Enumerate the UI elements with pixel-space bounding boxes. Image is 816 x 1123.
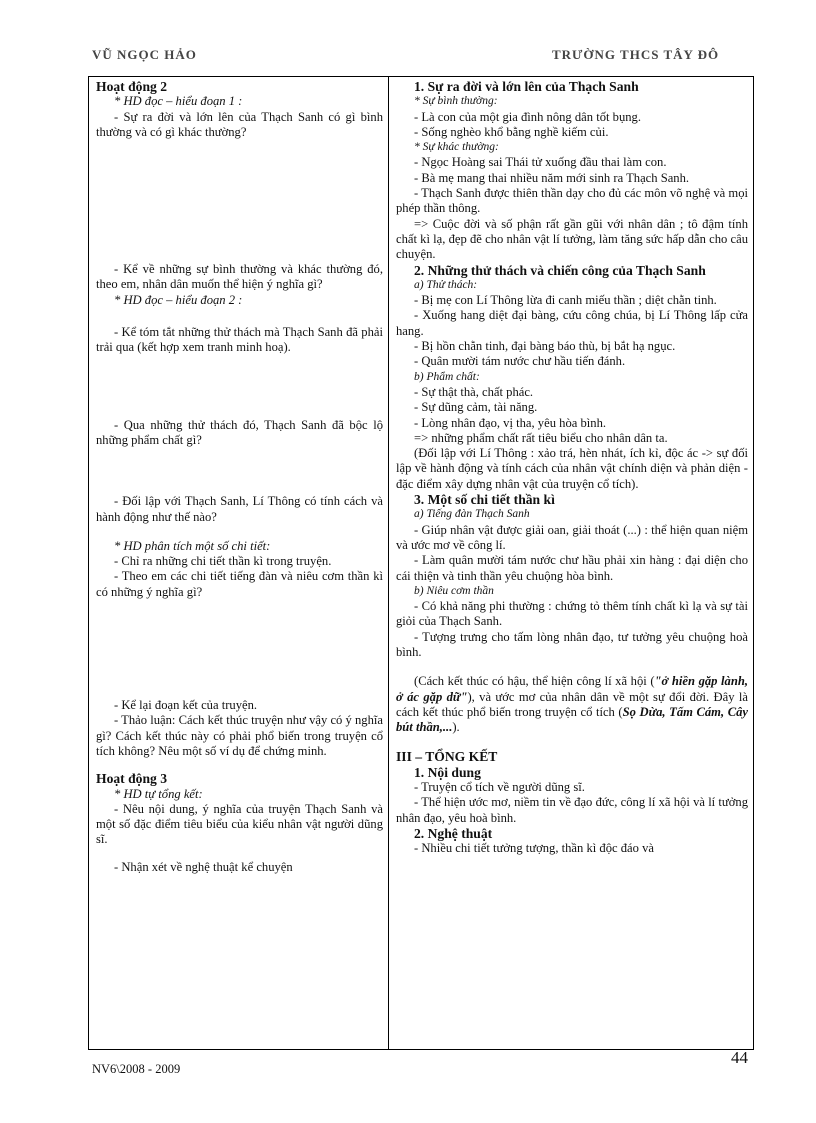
section-2-heading: 2. Những thử thách và chiến công của Thạch Sanh — [414, 262, 706, 278]
summary-art-heading: 2. Nghệ thuật — [414, 825, 493, 841]
activity-3-title: Hoạt động 3 — [96, 771, 168, 787]
question-li-thong: - Đối lập với Thạch Sanh, Lí Thông có tính cách và hành động như thế nào? — [96, 494, 383, 524]
content-line: - Sự thật thà, chất phác. — [414, 384, 534, 399]
content-line: - Xuống hang diệt đại bàng, cứu công chúa, bị Lí Thông lấp cửa hang. — [396, 308, 748, 338]
ending-paragraph — [396, 674, 748, 735]
section-3-lute: a) Tiếng đàn Thạch Sanh — [414, 508, 530, 521]
guide-read-2: * HD đọc – hiểu đoạn 2 : — [114, 292, 243, 307]
summary-content-heading: 1. Nội dung — [414, 764, 481, 780]
section-1-heading: 1. Sự ra đời và lớn lên của Thạch Sanh — [414, 79, 639, 94]
activity-2-title: Hoạt động 2 — [96, 79, 168, 94]
content-line: - Thạch Sanh được thiên thần dạy cho đủ các môn võ nghệ và mọi phép thần thông. — [396, 186, 748, 216]
page-number: 44 — [731, 1048, 748, 1067]
lesson-table — [88, 76, 754, 1050]
content-line: - Bị mẹ con Lí Thông lừa đi canh miếu thần ; diệt chằn tinh. — [414, 293, 717, 308]
header-author: VŨ NGỌC HẢO — [92, 47, 197, 62]
content-line: - Làm quân mười tám nước chư hầu phải xin hàng : đại diện cho cái thiện và tinh thần yêu chuộng hòa bình. — [396, 553, 748, 583]
summary-heading: III – TỔNG KẾT — [396, 749, 498, 765]
question-meaning: - Kể về những sự bình thường và khác thường đó, theo em, nhân dân muốn thể hiện ý nghĩa gì? — [96, 262, 383, 292]
story-examples: Sọ Dừa, Tấm Cám, Cây bút thần,... — [396, 704, 748, 735]
content-line: - Truyện cổ tích về người dũng sĩ. — [414, 780, 585, 795]
question-content: - Nêu nội dung, ý nghĩa của truyện Thạch Sanh và một số đặc điểm tiêu biểu của kiểu nhân vật người dũng sĩ. — [96, 801, 383, 847]
content-line: - Ngọc Hoàng sai Thái tử xuống đầu thai làm con. — [414, 155, 667, 170]
content-line: - Sống nghèo khổ bằng nghề kiếm củi. — [414, 124, 609, 139]
question-challenges: - Kể tóm tắt những thử thách mà Thạch Sanh đã phải trải qua (kết hợp xem tranh minh hoạ). — [96, 325, 383, 355]
content-column — [389, 77, 753, 1049]
content-line: => những phẩm chất rất tiêu biểu cho nhân dân ta. — [414, 430, 668, 445]
section-2-qualities: b) Phẩm chất: — [414, 370, 480, 383]
section-3-heading: 3. Một số chi tiết thần kì — [414, 492, 555, 508]
content-line: - Tượng trưng cho tấm lòng nhân đạo, tư tưởng yêu chuộng hoà bình. — [396, 629, 748, 659]
content-line: - Có khả năng phi thường : chứng tỏ thêm tính chất kì lạ và sự tài giỏi của Thạch Sanh. — [396, 599, 748, 629]
content-line: - Quân mười tám nước chư hầu tiến đánh. — [414, 354, 626, 369]
header-school: TRƯỜNG THCS TÂY ĐÔ — [552, 47, 720, 62]
ending-text-3: ). — [452, 720, 460, 735]
content-line: - Là con của một gia đình nông dân tốt bụng. — [414, 109, 641, 124]
question-art: - Nhận xét về nghệ thuật kể chuyện — [114, 859, 293, 874]
guide-analysis: * HD phân tích một số chi tiết: — [114, 538, 271, 553]
proverb: "ở hiền gặp lành, ở ác gặp dữ" — [396, 674, 748, 704]
footer-course: NV6\2008 - 2009 — [92, 1062, 181, 1076]
question-magic-details: - Chỉ ra những chi tiết thần kì trong truyện. — [114, 554, 332, 569]
content-line: (Đối lập với Lí Thông : xảo trá, hèn nhát, ích kỉ, độc ác -> sự đối lập về hành động và tính cách của nhân vật chính diện và phản diện - đặc điểm xây dựng nhân vật của truyện cổ tích). — [396, 446, 748, 491]
question-magic-meaning: - Theo em các chi tiết tiếng đàn và niêu cơm thần kì có những ý nghĩa gì? — [96, 569, 383, 599]
section-1-unusual: * Sự khác thường: — [414, 141, 499, 154]
content-line: - Bà mẹ mang thai nhiều năm mới sinh ra Thạch Sanh. — [414, 170, 690, 185]
ending-text-1: (Cách kết thúc có hậu, thể hiện công lí xã hội ( — [414, 674, 655, 689]
guide-read-1: * HD đọc – hiểu đoạn 1 : — [114, 94, 243, 109]
section-3-rice-pot: b) Niêu cơm thần — [414, 584, 494, 597]
section-1-normal: * Sự bình thường: — [414, 95, 498, 108]
content-line: - Lòng nhân đạo, vị tha, yêu hòa bình. — [414, 415, 607, 430]
question-birth: - Sự ra đời và lớn lên của Thạch Sanh có gì bình thường và có gì khác thường? — [96, 109, 383, 139]
content-line: => Cuộc đời và số phận rất gần gũi với nhân dân ; tô đậm tính chất kì lạ, đẹp đẽ cho nhân vật lí tưởng, làm tăng sức hấp dẫn cho câu chuyện. — [396, 216, 748, 262]
question-ending: - Kể lại đoạn kết của truyện. — [114, 698, 258, 713]
content-line: - Nhiều chi tiết tưởng tượng, thần kì độc đáo và — [414, 841, 654, 856]
content-line: - Giúp nhân vật được giải oan, giải thoát (...) : thể hiện quan niệm và ước mơ về công lí. — [396, 522, 748, 552]
question-qualities: - Qua những thử thách đó, Thạch Sanh đã bộc lộ những phẩm chất gì? — [96, 417, 383, 447]
content-line: - Bị hồn chằn tinh, đại bàng báo thù, bị bắt hạ ngục. — [414, 339, 676, 354]
question-discussion: - Thảo luận: Cách kết thúc truyện như vậy có ý nghĩa gì? Cách kết thúc này có phải phổ biến trong truyện cổ tích không? Nêu một số ví dụ để chứng minh. — [96, 713, 383, 758]
section-2-challenges: a) Thử thách: — [414, 278, 478, 291]
content-line: - Thể hiện ước mơ, niềm tin về đạo đức, công lí xã hội và lí tưởng nhân đạo, yêu hoà bình. — [396, 795, 748, 825]
content-line: - Sự dũng cảm, tài năng. — [414, 400, 538, 415]
activity-column — [89, 77, 389, 1049]
guide-summary: * HD tự tổng kết: — [114, 786, 203, 801]
ending-text-2: ), và ước mơ của nhân dân về một sự đổi đời. Đây là cách kết thúc phổ biến trong truyện cổ tích ( — [396, 689, 748, 719]
